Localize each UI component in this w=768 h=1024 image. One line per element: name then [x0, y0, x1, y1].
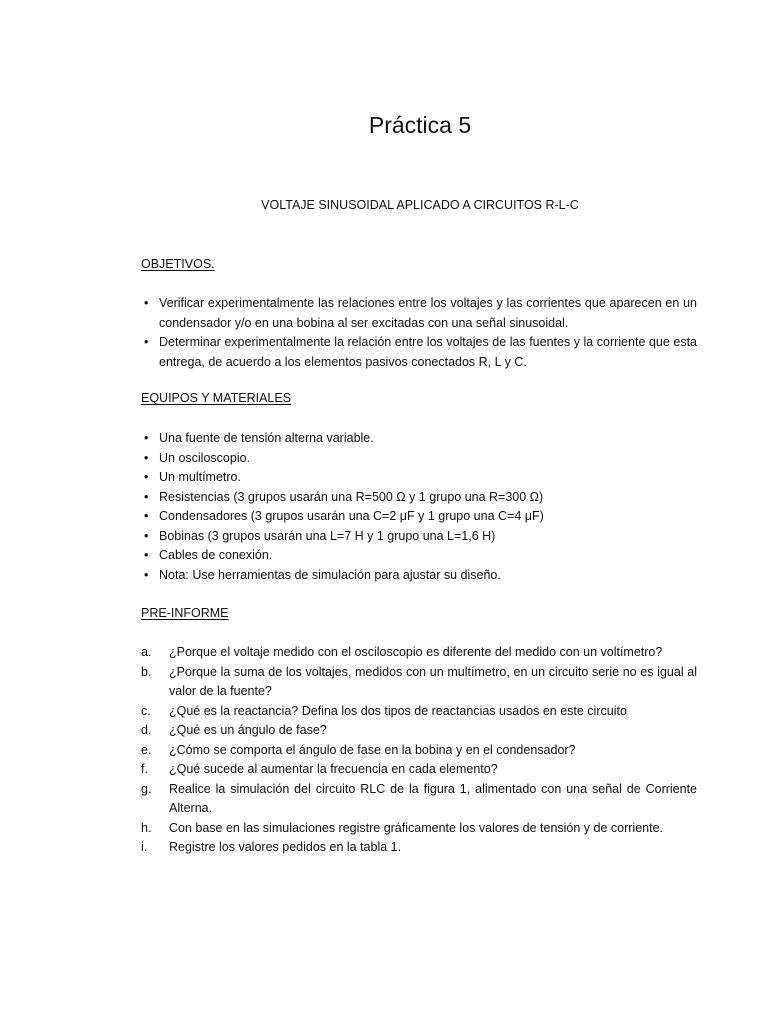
bullet-icon: • [144, 296, 149, 310]
list-item: • Condensadores (3 grupos usarán una C=2 μF y 1 grupo una C=4 μF) [141, 507, 697, 527]
list-item: c. ¿Qué es la reactancia? Defina los dos tipos de reactancias usados en este circuito [141, 703, 627, 718]
list-item: i. Registre los valores pedidos en la tabla 1. [141, 840, 402, 854]
objetivos-heading: OBJETIVOS. [141, 257, 215, 271]
bullet-icon: • [144, 567, 149, 582]
bullet-icon: • [144, 489, 149, 504]
list-item: e. ¿Cómo se comporta el ángulo de fase en la bobina y en el condensador? [141, 742, 576, 757]
list-item: a. ¿Porque el voltaje medido con el osciloscopio es diferente del medido con un voltímetro? [141, 645, 663, 659]
bullet-icon: • [144, 431, 149, 445]
list-item: f. ¿Qué sucede al aumentar la frecuencia en cada elemento? [141, 762, 498, 776]
list-item: g. Realice la simulación del circuito RLC de la figura 1, alimentado con una señal de Corriente Alterna. [141, 781, 697, 815]
list-item: • Un multímetro. [141, 468, 697, 488]
list-item: • Cables de conexión. [141, 546, 697, 566]
list-item: • Determinar experimentalmente la relación entre los voltajes de las fuentes y la corriente que esta entrega, de acuerdo a los elementos pasivos conectados R, L y C. [144, 335, 697, 369]
bullet-icon: • [144, 548, 149, 562]
bullet-icon: • [144, 335, 149, 349]
list-item: d. ¿Qué es un ángulo de fase? [141, 723, 327, 737]
bullet-icon: • [144, 470, 149, 484]
list-item: • Verificar experimentalmente las relaciones entre los voltajes y las corrientes que aparecen en un condensador y/o en una bobina al ser excitadas con una señal sinusoidal. [144, 296, 697, 330]
bullet-icon: • [144, 450, 149, 465]
bullet-icon: • [144, 528, 149, 543]
practice-subtitle: VOLTAJE SINUSOIDAL APLICADO A CIRCUITOS R-L-C [261, 198, 579, 212]
list-item: • Nota: Use herramientas de simulación para ajustar su diseño. [141, 566, 697, 586]
list-item: h. Con base en las simulaciones registre gráficamente los valores de tensión y de corriente. [141, 820, 664, 835]
page-title: Práctica 5 [368, 112, 472, 138]
objetivos-list [141, 294, 697, 372]
list-item: • Un osciloscopio. [141, 449, 697, 469]
preinforme-heading: PRE-INFORME [141, 606, 229, 620]
bullet-icon: • [144, 509, 149, 523]
equipos-list [141, 429, 697, 585]
list-item: • Una fuente de tensión alterna variable. [141, 429, 697, 449]
list-item: • Resistencias (3 grupos usarán una R=500 Ω y 1 grupo una R=300 Ω) [141, 488, 697, 508]
list-item: • Bobinas (3 grupos usarán una L=7 H y 1 grupo una L=1,6 H) [141, 527, 697, 547]
list-item: b. ¿Porque la suma de los voltajes, medidos con un multímetro, en un circuito serie no es igual al valor de la fuente? [141, 664, 697, 698]
preinforme-list [141, 643, 697, 858]
equipos-heading: EQUIPOS Y MATERIALES [141, 391, 292, 405]
